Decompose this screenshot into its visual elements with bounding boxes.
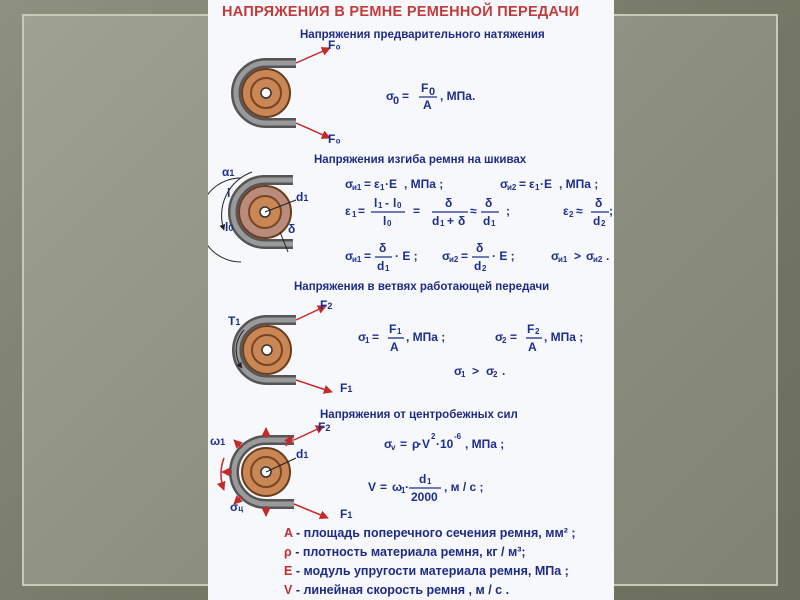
label-l: l [227, 186, 231, 200]
section-1-heading: Напряжения предварительного натяжения [300, 29, 545, 41]
label-F1-s4: F1 [340, 507, 353, 521]
document-sheet: НАПРЯЖЕНИЯ В РЕМНЕ РЕМЕННОЙ ПЕРЕДАЧИ Напряжения предварительного натяжения F₀ F₀ σ 0 = F 0 A , МПа. Напряжения изгиба ремня на шкивах α1 l l0 d1 δ σ и1 = ε 1 ·E , МПа ; σ и2 = ε 1 ·E , МПа ; ε 1 = l 1 - l 0 l 0 = δ d 1 + δ ≈ δ d 1 ; ε 2 ≈ δ d 2 ; σ и1 = δ d 1 · E ; σ и2 = δ d 2 · E ; σ и1 > σ и2 . Напряжения в ветвях работающей передачи F2 T1 F1 σ 1 = F 1 A , МПа ; σ 2 = F 2 A , МПа ; σ 1 > σ 2 . Напряжения от центробежных сил F2 ω1 d1 σц F1 σ v = ρ ·V 2 ·10 -6 , МПа ; V = ω 1 · d 1 2000 , м / с ; A - площадь поперечного сечения ремня, мм² ; ρ - плотность материала ремня, кг / м³; E - модуль упругости материала ремня, МПа ; V - линейная скорость ремня , м / с . [208, 0, 614, 600]
legend-item-rho: ρ - плотность материала ремня, кг / м³; [284, 545, 526, 559]
section-2-heading: Напряжения изгиба ремня на шкивах [314, 154, 527, 166]
label-alpha1: α1 [222, 165, 235, 179]
label-F2-s3: F2 [320, 298, 333, 312]
legend-item-V: V - линейная скорость ремня , м / с . [284, 583, 510, 597]
label-sigma-c: σц [230, 500, 244, 514]
page-title: НАПРЯЖЕНИЯ В РЕМНЕ РЕМЕННОЙ ПЕРЕДАЧИ [222, 4, 580, 20]
legend-item-A: A - площадь поперечного сечения ремня, мм² ; [284, 526, 576, 540]
label-d1-s4: d1 [296, 447, 309, 461]
label-T1: T1 [228, 314, 241, 328]
label-F1-s3: F1 [340, 381, 353, 395]
belt-diagrams [208, 0, 614, 600]
label-d1: d1 [296, 190, 309, 204]
legend-item-E: E - модуль упругости материала ремня, МПа ; [284, 564, 569, 578]
label-F2-s4: F2 [318, 420, 331, 434]
label-l0: l0 [225, 220, 234, 234]
label-F0-bottom: F₀ [328, 132, 341, 146]
section-3-heading: Напряжения в ветвях работающей передачи [294, 281, 550, 293]
pulley-diagram-2 [208, 172, 296, 262]
section-4-heading: Напряжения от центробежных сил [320, 409, 518, 421]
label-delta: δ [288, 222, 296, 236]
label-omega1: ω1 [210, 434, 226, 448]
pulley-diagram-1 [236, 48, 330, 138]
pulley-diagram-3 [236, 306, 332, 392]
label-F0-top: F₀ [328, 38, 341, 52]
